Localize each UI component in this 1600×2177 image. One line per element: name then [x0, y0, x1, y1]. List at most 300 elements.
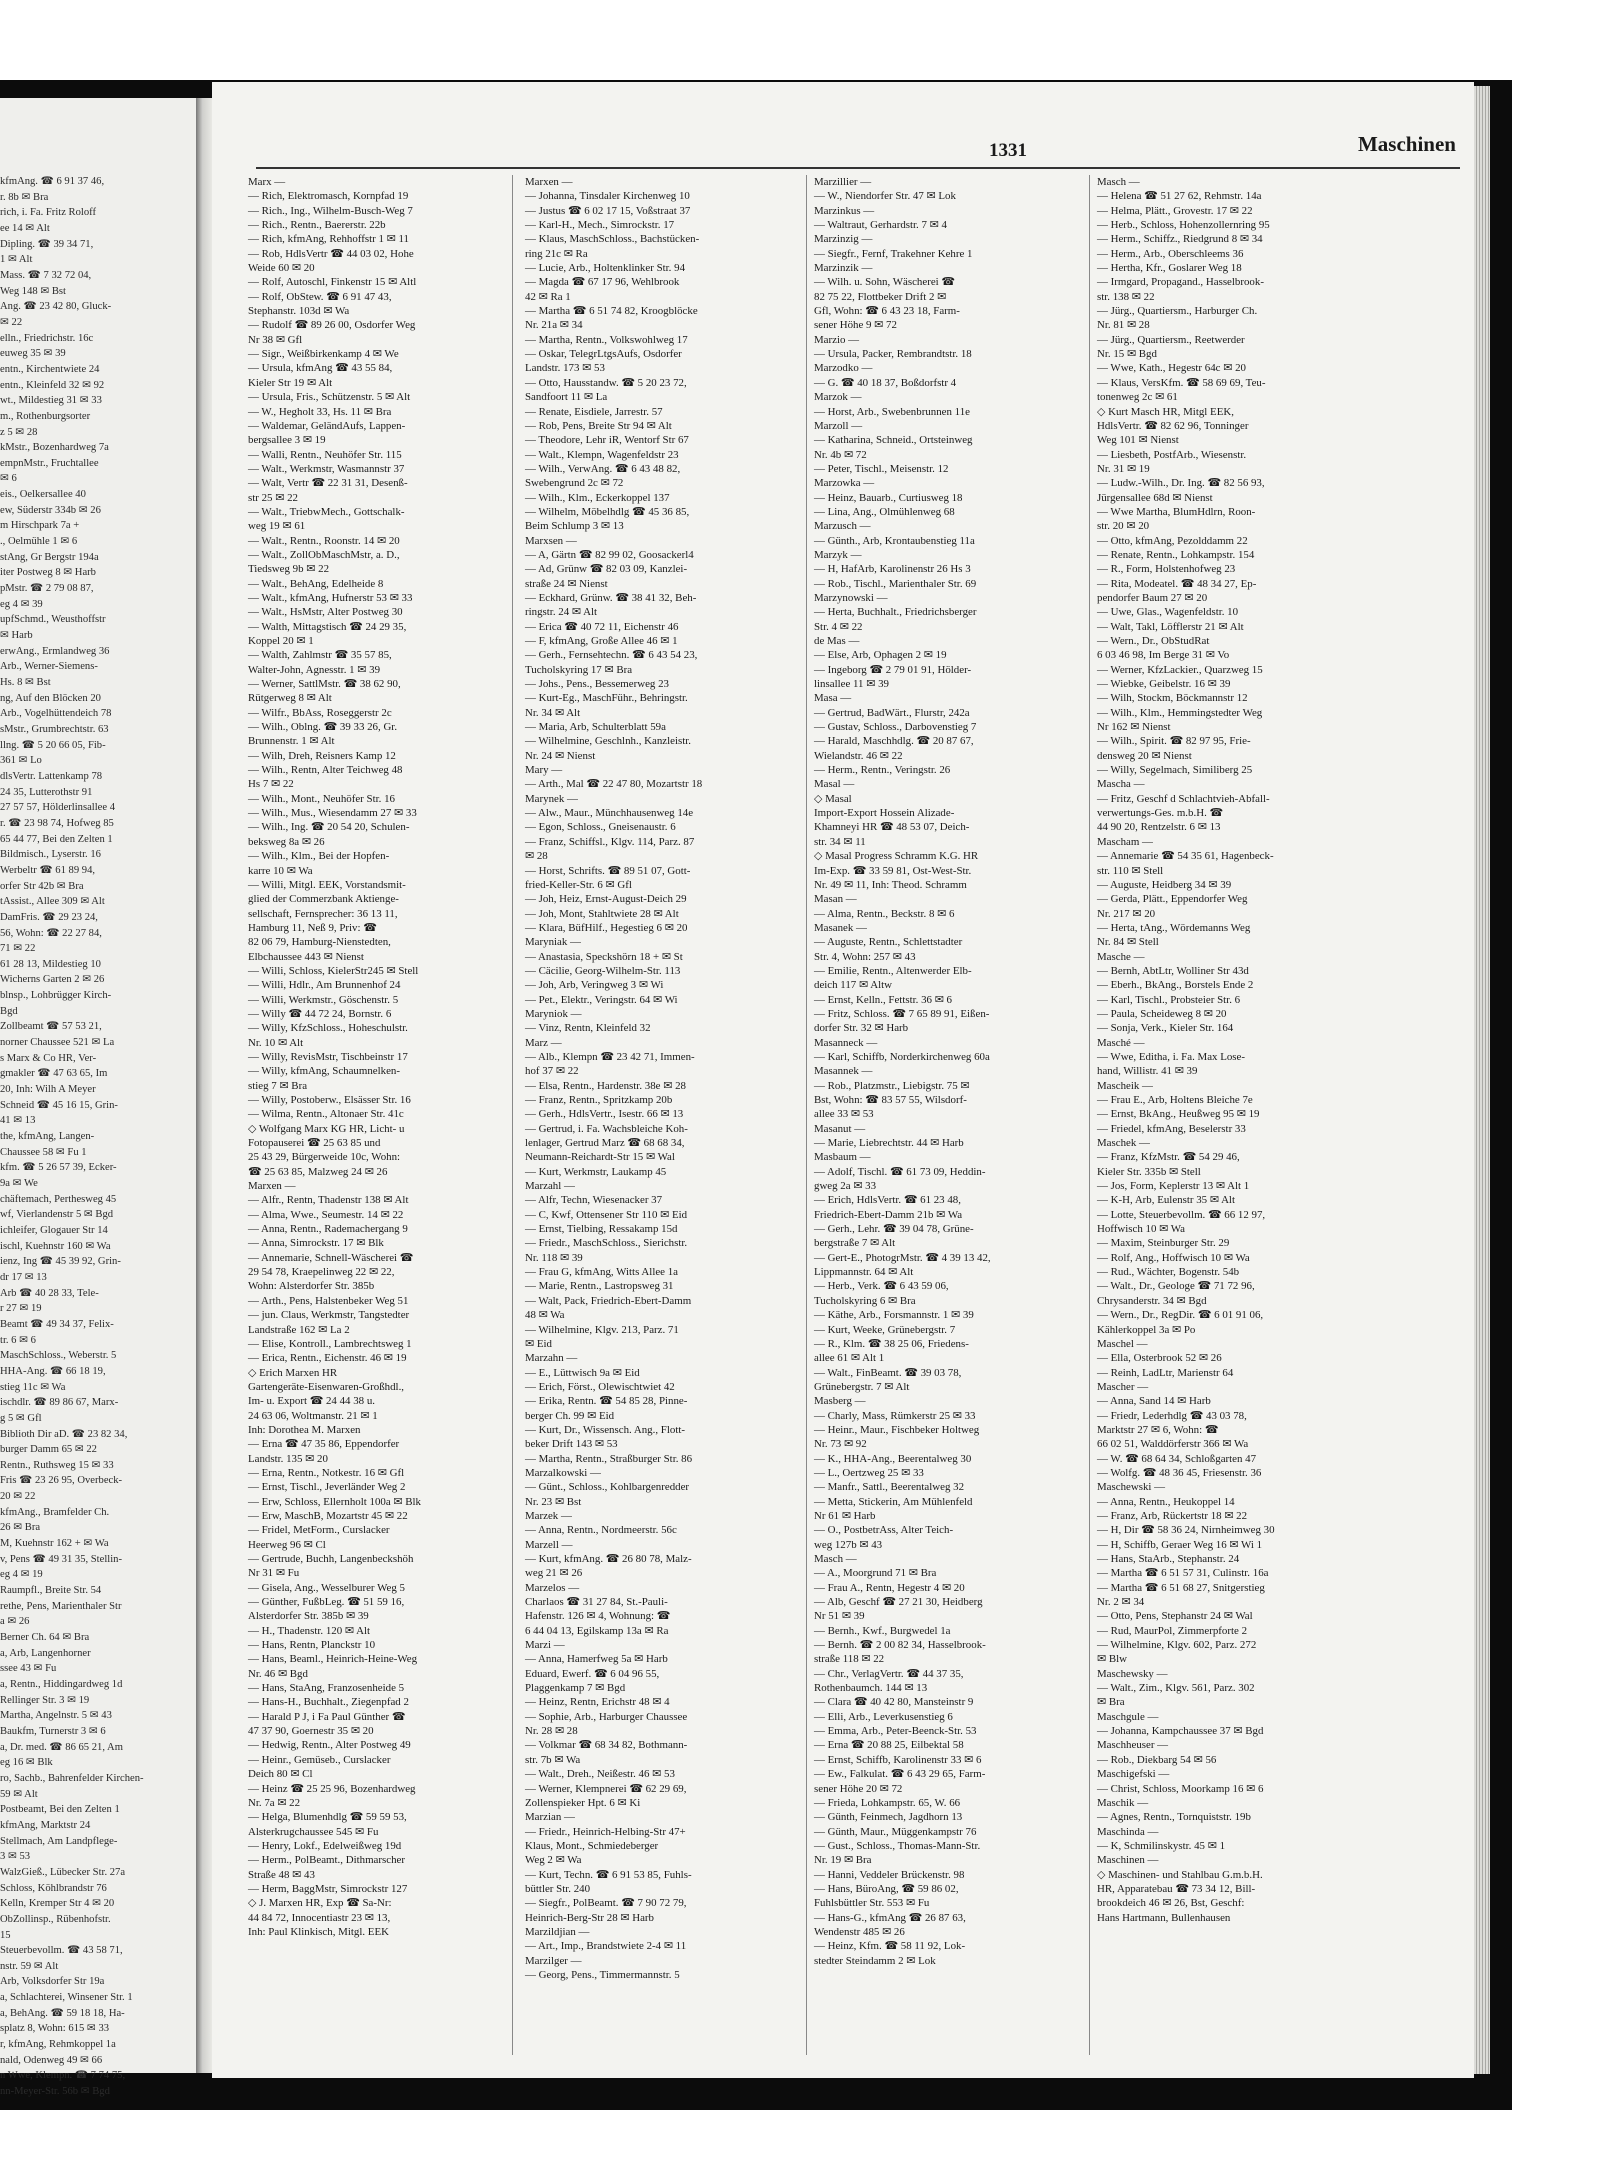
directory-line: — Kurt-Eg., MaschFühr., Behringstr. [525, 692, 688, 705]
directory-line: — Hans, StaAng, Franzosenheide 5 [248, 1682, 405, 1695]
directory-column-2 [525, 175, 780, 1982]
directory-line: — Rich, kfmAng, Rehhoffstr 1 ✉ 11 [248, 233, 409, 246]
directory-line: Nr 51 ✉ 39 [814, 1610, 865, 1623]
directory-line: — H, HafArb, Karolinenstr 26 Hs 3 [814, 563, 971, 576]
directory-line: — Siegfr., PolBeamt. ☎ 7 90 72 79, [525, 1897, 687, 1910]
directory-line: — Walt., Rentn., Roonstr. 14 ✉ 20 [248, 534, 400, 547]
directory-line: Nr. 10 ✉ Alt [248, 1036, 304, 1049]
directory-line: ◇ Wolfgang Marx KG HR, Licht- u [248, 1122, 405, 1135]
directory-line: — Vinz, Rentn, Kleinfeld 32 [525, 1022, 651, 1035]
left-page-line: eg 4 ✉ 39 [0, 598, 43, 610]
directory-line: str. 7b ✉ Wa [525, 1753, 581, 1766]
directory-line: Swebengrund 2c ✉ 72 [525, 477, 624, 490]
left-page-line: splatz 8, Wohn: 615 ✉ 33 [0, 2023, 110, 2035]
directory-line: — Erna ☎ 47 35 86, Eppendorfer [248, 1438, 400, 1451]
directory-line: büttler Str. 240 [525, 1882, 591, 1895]
directory-line: — C, Kwf, Ottensener Str 110 ✉ Eid [525, 1208, 688, 1221]
directory-line: — Ew., Falkulat. ☎ 6 43 29 65, Farm- [814, 1768, 986, 1781]
left-page-line: chäftemach, Perthesweg 45 [0, 1193, 117, 1205]
directory-line: Marynek — [525, 792, 578, 805]
directory-line: — Wilhelm, Möbelhdlg ☎ 45 36 85, [525, 505, 690, 518]
directory-line: — Karl-H., Mech., Simrockstr. 17 [525, 219, 675, 232]
directory-line: — Theodore, Lehr iR, Wentorf Str 67 [525, 434, 689, 447]
directory-line: 42 ✉ Ra 1 [525, 290, 571, 303]
directory-line: Marzinzig — [814, 233, 873, 246]
directory-line: — Gustav, Schloss., Darbovenstieg 7 [814, 721, 977, 734]
directory-line: Weg 2 ✉ Wa [525, 1854, 582, 1867]
directory-line: — Gust., Schloss., Thomas-Mann-Str. [814, 1839, 981, 1852]
directory-line: — Rob., Diekbarg 54 ✉ 56 [1097, 1753, 1217, 1766]
left-page-line: ssee 43 ✉ Fu [0, 1663, 57, 1675]
left-page-line: m Hirschpark 7a + [0, 520, 80, 532]
left-page-line: ✉ 6 [0, 473, 17, 485]
directory-line: straße 118 ✉ 22 [814, 1653, 885, 1666]
directory-line: — Fritz, Schloss. ☎ 7 65 89 91, Eißen- [814, 1007, 990, 1020]
directory-line: Nr 61 ✉ Harb [814, 1509, 876, 1522]
left-page-line: stieg 11c ✉ Wa [0, 1381, 66, 1393]
directory-line: — Erna, Rentn., Notkestr. 16 ✉ Gfl [248, 1466, 405, 1479]
directory-line: — Hedwig, Rentn., Alter Postweg 49 [248, 1739, 411, 1752]
directory-line: — Johs., Pens., Bessemerweg 23 [525, 678, 669, 691]
left-page-line: pMstr. ☎ 2 79 08 87, [0, 583, 94, 595]
directory-line: hof 37 ✉ 22 [525, 1065, 579, 1078]
directory-line: — Alfr, Techn, Wiesenacker 37 [525, 1194, 663, 1207]
directory-line: — Erich, HdlsVertr. ☎ 61 23 48, [814, 1194, 961, 1207]
directory-line: Tucholskyring 17 ✉ Bra [525, 663, 633, 676]
directory-line: Nr. 28 ✉ 28 [525, 1725, 578, 1738]
directory-line: ☎ 25 63 85, Malzweg 24 ✉ 26 [248, 1165, 388, 1178]
directory-line: Heerweg 96 ✉ Cl [248, 1538, 326, 1551]
directory-line: — Jürg., Quartiersm., Reetwerder [1097, 333, 1245, 346]
left-page-line: entn., Kleinfeld 32 ✉ 92 [0, 379, 105, 391]
directory-line: Mary — [525, 764, 563, 777]
directory-line: ◇ Masal [814, 792, 852, 805]
directory-line: hand, Willistr. 41 ✉ 39 [1097, 1065, 1198, 1078]
directory-line: — Walli, Rentn., Neuhöfer Str. 115 [248, 448, 402, 461]
directory-line: — Harald P J, i Fa Paul Günther ☎ [248, 1710, 406, 1723]
directory-line: — Walt., kfmAng, Hufnerstr 53 ✉ 33 [248, 591, 413, 604]
left-page-line: Stellmach, Am Landpflege- [0, 1835, 118, 1847]
directory-line: Marzynowski — [814, 591, 888, 604]
left-page-line: 71 ✉ 22 [0, 943, 36, 955]
directory-line: — Erich, Först., Olewischtwiet 42 [525, 1380, 675, 1393]
directory-line: HR, Apparatebau ☎ 73 34 12, Bill- [1097, 1882, 1256, 1895]
directory-line: — Willi, Schloss, KielerStr245 ✉ Stell [248, 964, 419, 977]
directory-line: Nr. 31 ✉ 19 [1097, 462, 1150, 475]
directory-line: Inh: Paul Klinkisch, Mitgl. EEK [248, 1925, 389, 1938]
directory-line: Im- u. Export ☎ 24 44 38 u. [248, 1395, 375, 1408]
directory-line: — Erika, Rentn. ☎ 54 85 28, Pinne- [525, 1395, 688, 1408]
directory-line: weg 127b ✉ 43 [814, 1538, 883, 1551]
directory-line: — Willy, Segelmach, Similiberg 25 [1097, 764, 1253, 777]
left-page-line: kfm. ☎ 5 26 57 39, Ecker- [0, 1162, 117, 1174]
directory-line: — Ernst, Tielbing, Ressakamp 15d [525, 1223, 678, 1236]
left-page-line: HHA-Ang. ☎ 66 18 19, [0, 1365, 106, 1377]
directory-line: — Heinz ☎ 25 25 96, Bozenhardweg [248, 1782, 416, 1795]
left-page-line: dr 17 ✉ 13 [0, 1271, 47, 1283]
directory-line: — Frau A., Rentn, Hegestr 4 ✉ 20 [814, 1581, 965, 1594]
directory-line: — Walt., Werkmstr, Wasmannstr 37 [248, 462, 405, 475]
directory-line: — R., Klm. ☎ 38 25 06, Friedens- [814, 1337, 969, 1350]
directory-line: — Alb, Geschf ☎ 27 21 30, Heidberg [814, 1596, 983, 1609]
directory-line: — Herta, Buchhalt., Friedrichsberger [814, 606, 977, 619]
left-page-line: Raumpfl., Breite Str. 54 [0, 1585, 102, 1597]
directory-line: — Magda ☎ 67 17 96, Wehlbrook [525, 276, 680, 289]
directory-line: — Egon, Schloss., Gneisenaustr. 6 [525, 821, 676, 834]
left-page [0, 98, 196, 2098]
directory-line: — Walt., HsMstr, Alter Postweg 30 [248, 606, 403, 619]
left-page-line: WalzGieß., Lübecker Str. 27a [0, 1866, 126, 1878]
left-page-line: nn-Meyer-Str. 56b ✉ Bgd [0, 2086, 110, 2098]
directory-line: — Emma, Arb., Peter-Beenck-Str. 53 [814, 1725, 977, 1738]
directory-line: — jun. Claus, Werkmstr, Tangstedter [248, 1309, 410, 1322]
directory-line: beksweg 8a ✉ 26 [248, 835, 325, 848]
directory-line: — Wilhelmine, Klgv. 213, Parz. 71 [525, 1323, 679, 1336]
directory-line: — Otto, kfmAng, Pezolddamm 22 [1097, 534, 1248, 547]
left-page-line: ng, Auf den Blöcken 20 [0, 692, 101, 704]
directory-line: — Rich., Ing., Wilhelm-Busch-Weg 7 [248, 204, 413, 217]
left-page-line: n Wwe, Klempn. ☎ 7 74 75, [0, 2070, 126, 2082]
directory-line: — Gert-E., PhotogrMstr. ☎ 4 39 13 42, [814, 1251, 991, 1264]
directory-line: — Wilh., Klm., Hemmingstedter Weg [1097, 706, 1263, 719]
directory-line: allee 33 ✉ 53 [814, 1108, 874, 1121]
directory-line: Masan — [814, 893, 857, 906]
directory-line: — Heinz, Bauarb., Curtiusweg 18 [814, 491, 963, 504]
directory-line: — Karl, Schiffb, Norderkirchenweg 60a [814, 1050, 990, 1063]
directory-line: beker Drift 143 ✉ 53 [525, 1438, 618, 1451]
directory-line: — Frieda, Lohkampstr. 65, W. 66 [814, 1796, 961, 1809]
directory-line: — K, Schmilinskystr. 45 ✉ 1 [1097, 1839, 1226, 1852]
directory-line: — Ernst, Tischl., Jeverländer Weg 2 [248, 1481, 406, 1494]
left-page-line: 9a ✉ We [0, 1178, 38, 1189]
directory-line: — K-H, Arb, Eulenstr 35 ✉ Alt [1097, 1194, 1235, 1207]
directory-line: — Günth, Maur., Müggenkampstr 76 [814, 1825, 977, 1838]
directory-line: — Kurt, Techn. ☎ 6 91 53 85, Fuhls- [525, 1868, 692, 1881]
left-page-text [0, 174, 186, 2100]
directory-line: — Rob, Pens, Breite Str 94 ✉ Alt [525, 419, 672, 432]
directory-line: Plaggenkamp 7 ✉ Bgd [525, 1682, 626, 1695]
left-page-line: 1 ✉ Alt [0, 254, 33, 266]
directory-line: Masch — [814, 1553, 857, 1565]
directory-line: — Maria, Arb, Schulterblatt 59a [525, 721, 666, 734]
directory-line: Brunnenstr. 1 ✉ Alt [248, 735, 335, 748]
column-divider [806, 175, 807, 2055]
directory-line: — Werner, KfzLackier., Quarzweg 15 [1097, 663, 1263, 676]
directory-line: — Hans, Rentn, Planckstr 10 [248, 1639, 376, 1652]
directory-line: — Sonja, Verk., Kieler Str. 164 [1097, 1022, 1234, 1035]
directory-line: — Elli, Arb., Leverkusenstieg 6 [814, 1710, 953, 1723]
directory-line: — Franz, Schiffsl., Klgv. 114, Parz. 87 [525, 835, 695, 848]
directory-line: — W., Hegholt 33, Hs. 11 ✉ Bra [248, 405, 392, 418]
directory-line: — Hertha, Kfr., Goslarer Weg 18 [1097, 262, 1242, 275]
directory-line: Nr. 23 ✉ Bst [525, 1495, 582, 1508]
left-page-line: gmakler ☎ 47 63 65, Im [0, 1068, 108, 1080]
directory-line: — Marie, Liebrechtstr. 44 ✉ Harb [814, 1137, 964, 1150]
directory-line: — Lucie, Arb., Holtenklinker Str. 94 [525, 262, 686, 275]
directory-line: Maschewsky — [1097, 1667, 1168, 1680]
directory-line: linsallee 11 ✉ 39 [814, 678, 889, 691]
directory-line: — Frau G, kfmAng, Witts Allee 1a [525, 1266, 679, 1279]
directory-line: Marzowka — [814, 477, 875, 490]
directory-line: — Annemarie ☎ 54 35 61, Hagenbeck- [1097, 850, 1274, 863]
directory-line: — Günth., Arb, Krontaubenstieg 11a [814, 534, 975, 547]
left-page-line: Chaussee 58 ✉ Fu 1 [0, 1146, 87, 1158]
directory-line: — Else, Arb, Ophagen 2 ✉ 19 [814, 649, 947, 662]
column-divider [1089, 175, 1090, 2055]
directory-line: — Adolf, Tischl. ☎ 61 73 09, Heddin- [814, 1165, 986, 1178]
left-page-line: 65 44 77, Bei den Zelten 1 [0, 833, 113, 845]
directory-line: Marzelos — [525, 1581, 580, 1594]
left-page-line: M, Kuehnstr 162 + ✉ Wa [0, 1538, 109, 1550]
directory-line: — Franz, Rentn., Spritzkamp 20b [525, 1094, 673, 1106]
directory-line: — Helena ☎ 51 27 62, Rehmstr. 14a [1097, 190, 1262, 203]
left-page-line: rethe, Pens, Marienthaler Str [0, 1600, 122, 1612]
directory-line: — Pet., Elektr., Veringstr. 64 ✉ Wi [525, 993, 678, 1006]
directory-line: Maschigefski — [1097, 1768, 1170, 1781]
directory-line: — Ernst, BkAng., Heußweg 95 ✉ 19 [1097, 1108, 1260, 1121]
directory-line: Jürgensallee 68d ✉ Nienst [1097, 491, 1213, 504]
directory-line: — Horst, Arb., Swebenbrunnen 11e [814, 405, 970, 418]
left-page-line: DamFris. ☎ 29 23 24, [0, 911, 98, 923]
directory-line: Maschinen — [1097, 1854, 1159, 1867]
left-page-line: 361 ✉ Lo [0, 755, 42, 767]
directory-line: — Wilh., VerwAng. ☎ 6 43 48 82, [525, 462, 681, 475]
left-page-line: 3 ✉ 53 [0, 1851, 31, 1863]
directory-line: Weide 60 ✉ 20 [248, 262, 315, 275]
left-page-line: Hs. 8 ✉ Bst [0, 677, 51, 688]
directory-line: ✉ Blw [1097, 1653, 1128, 1666]
directory-line: Landstraße 162 ✉ La 2 [248, 1323, 350, 1336]
directory-line: ✉ 28 [525, 850, 548, 863]
left-page-line: Baukfm, Turnerstr 3 ✉ 6 [0, 1725, 106, 1737]
left-page-line: the, kfmAng, Langen- [0, 1131, 95, 1143]
directory-line: — Helma, Plätt., Grovestr. 17 ✉ 22 [1097, 204, 1253, 217]
directory-line: — Rolf, Ang., Hoffwisch 10 ✉ Wa [1097, 1251, 1250, 1264]
directory-line: — Walt, Takl, Löfflerstr 21 ✉ Alt [1097, 620, 1244, 633]
directory-line: — Oskar, TelegrLtgsAufs, Osdorfer [525, 348, 682, 361]
left-page-line: wt., Mildestieg 31 ✉ 33 [0, 395, 102, 407]
directory-line: Beim Schlump 3 ✉ 13 [525, 520, 624, 533]
directory-line: — Heinz, Rentn, Erichstr 48 ✉ 4 [525, 1696, 670, 1709]
directory-line: weg 19 ✉ 61 [248, 520, 306, 533]
directory-line: — Herm., PolBeamt., Dithmarscher [248, 1854, 405, 1867]
directory-line: — Rob, HdlsVertr ☎ 44 03 02, Hohe [248, 247, 414, 260]
directory-line: Hafenstr. 126 ✉ 4, Wohnung: ☎ [525, 1610, 671, 1623]
directory-line: 47 37 90, Goernestr 35 ✉ 20 [248, 1725, 374, 1738]
directory-line: — H, Dir ☎ 58 36 24, Nirnheimweg 30 [1097, 1524, 1275, 1537]
directory-line: brookdeich 46 ✉ 26, Bst, Geschf: [1097, 1897, 1245, 1910]
directory-line: — Ludw.-Wilh., Dr. Ing. ☎ 82 56 93, [1097, 477, 1265, 490]
directory-line: — Herb., Verk. ☎ 6 43 59 06, [814, 1280, 949, 1293]
left-page-line: kfmAng, Marktstr 24 [0, 1819, 91, 1831]
directory-line: — Gertrude, Buchh, Langenbeckshöh [248, 1553, 414, 1565]
directory-line: — Frau E., Arb, Holtens Bleiche 7e [1097, 1094, 1253, 1106]
directory-line: — Martha ☎ 6 51 74 82, Kroogblöcke [525, 305, 698, 318]
directory-line: — G. ☎ 40 18 37, Boßdorfstr 4 [814, 376, 957, 389]
directory-line: — Kurt, Weeke, Grünebergstr. 7 [814, 1323, 956, 1336]
directory-line: Masche — [1097, 950, 1145, 963]
left-page-line: orfer Str 42b ✉ Bra [0, 880, 84, 892]
directory-line: Straße 48 ✉ 43 [248, 1868, 315, 1881]
directory-line: — Walt., Dreh., Neißestr. 46 ✉ 53 [525, 1768, 675, 1781]
directory-line: — Wilh, Stockm, Böckmannstr 12 [1097, 692, 1248, 705]
directory-line: — Friedel, kfmAng, Beselerstr 33 [1097, 1122, 1246, 1135]
directory-line: — Ursula, kfmAng ☎ 43 55 84, [248, 362, 393, 375]
directory-line: Marzyk — [814, 548, 862, 561]
directory-line: — Erica ☎ 40 72 11, Eichenstr 46 [525, 620, 679, 633]
header-rule [256, 167, 1460, 169]
directory-line: — Lina, Ang., Olmühlenweg 68 [814, 505, 955, 518]
directory-line: — Erw, MaschB, Mozartstr 45 ✉ 22 [248, 1509, 408, 1522]
directory-line: Khamneyi HR ☎ 48 53 07, Deich- [814, 821, 970, 834]
left-page-line: blnsp., Lohbrügger Kirch- [0, 990, 112, 1002]
directory-line: — Hans, BüroAng, ☎ 59 86 02, [814, 1882, 959, 1895]
directory-line: — Klaus, MaschSchloss., Bachstücken- [525, 233, 700, 246]
directory-line: Marzusch — [814, 520, 871, 533]
left-page-line: Rentn., Ruthsweg 15 ✉ 33 [0, 1459, 114, 1471]
directory-line: — Wern., Dr., ObStudRat [1097, 635, 1210, 647]
directory-line: — Erica, Rentn., Eichenstr. 46 ✉ 19 [248, 1352, 407, 1365]
left-page-line: ro, Sachb., Bahrenfelder Kirchen- [0, 1772, 144, 1784]
directory-line: — Volkmar ☎ 68 34 82, Bothmann- [525, 1739, 688, 1752]
directory-line: Marxen — [525, 176, 573, 188]
directory-line: — H, Schiffb, Geraer Weg 16 ✉ Wi 1 [1097, 1538, 1263, 1551]
directory-line: — Katharina, Schneid., Ortsteinweg [814, 434, 973, 447]
directory-line: Marzalkowski — [525, 1466, 601, 1479]
left-page-line: entn., Kirchentwiete 24 [0, 363, 100, 375]
directory-line: — Franz, Arb, Rückertstr 18 ✉ 22 [1097, 1509, 1248, 1522]
directory-line: — Martha, Rentn., Volkswohlweg 17 [525, 333, 688, 346]
directory-line: Heinrich-Berg-Str 28 ✉ Harb [525, 1911, 654, 1924]
directory-line: — Otto, Hausstandw. ☎ 5 20 23 72, [525, 376, 687, 389]
directory-line: Friedrich-Ebert-Damm 21b ✉ Wa [814, 1208, 963, 1221]
directory-line: — Eckhard, Grünw. ☎ 38 41 32, Beh- [525, 591, 697, 604]
directory-line: — Wilh., Mus., Wiesendamm 27 ✉ 33 [248, 807, 417, 820]
directory-line: str. 138 ✉ 22 [1097, 290, 1155, 303]
directory-line: Nr. 73 ✉ 92 [814, 1438, 867, 1451]
directory-line: — Hans-G., kfmAng ☎ 26 87 63, [814, 1911, 966, 1924]
directory-line: Wohn: Alsterdorfer Str. 385b [248, 1280, 375, 1293]
directory-line: stedter Steindamm 2 ✉ Lok [814, 1954, 936, 1967]
directory-line: Str. 4, Wohn: 257 ✉ 43 [814, 950, 916, 963]
directory-line: 6 44 04 13, Egilskamp 13a ✉ Ra [525, 1624, 669, 1637]
directory-line: — Joh, Heiz, Ernst-August-Deich 29 [525, 893, 687, 906]
directory-line: Nr. 84 ✉ Stell [1097, 936, 1159, 949]
directory-line: — Erna ☎ 20 88 25, Eilbektal 58 [814, 1739, 964, 1752]
left-page-line: r. 8b ✉ Bra [0, 191, 49, 203]
directory-line: 82 75 22, Flottbeker Drift 2 ✉ [814, 290, 947, 303]
directory-line: Masanneck — [814, 1036, 878, 1049]
directory-line: — Uwe, Glas., Wagenfeldstr. 10 [1097, 606, 1239, 619]
directory-line: — Waltraut, Gerhardstr. 7 ✉ 4 [814, 219, 947, 232]
directory-line: — Lotte, Steuerbevollm. ☎ 66 12 97, [1097, 1208, 1266, 1221]
left-page-line: ee 14 ✉ Alt [0, 222, 50, 234]
directory-line: Nr. 4b ✉ 72 [814, 448, 867, 461]
directory-line: — Christ, Schloss, Moorkamp 16 ✉ 6 [1097, 1782, 1264, 1795]
directory-line: — Cäcilie, Georg-Wilhelm-Str. 113 [525, 964, 681, 977]
left-page-line: g 5 ✉ Gfl [0, 1412, 42, 1424]
left-page-line: ✉ 22 [0, 316, 23, 328]
left-page-line: r 27 ✉ 19 [0, 1303, 42, 1315]
left-page-line: Schloss, Köhlbrandstr 76 [0, 1882, 107, 1894]
directory-line: Nr 162 ✉ Nienst [1097, 721, 1171, 734]
directory-line: — Martha, Rentn., Straßburger Str. 86 [525, 1452, 693, 1465]
directory-line: — Joh, Mont, Stahltwiete 28 ✉ Alt [525, 907, 679, 920]
directory-line: — Anna, Rentn., Nordmeerstr. 56c [525, 1524, 677, 1537]
directory-line: — Wwe, Editha, i. Fa. Max Lose- [1097, 1050, 1246, 1063]
directory-line: glied der Commerzbank Aktienge- [248, 893, 399, 906]
directory-line: gweg 2a ✉ 33 [814, 1180, 877, 1193]
directory-line: — Alb., Klempn ☎ 23 42 71, Immen- [525, 1050, 695, 1063]
left-page-line: Schneid ☎ 45 16 15, Grin- [0, 1099, 118, 1111]
directory-line: — Wilh., Spirit. ☎ 82 97 95, Frie- [1097, 735, 1251, 748]
directory-line: sener Höhe 9 ✉ 72 [814, 319, 897, 332]
directory-line: ringstr. 24 ✉ Alt [525, 606, 598, 619]
directory-line: — Walt, Pack, Friedrich-Ebert-Damm [525, 1294, 692, 1307]
directory-line: Tiedsweg 9b ✉ 22 [248, 563, 330, 576]
directory-line: — Rudolf ☎ 89 26 00, Osdorfer Weg [248, 319, 416, 332]
directory-line: Marz — [525, 1036, 562, 1049]
directory-line: Mascham — [1097, 835, 1153, 848]
directory-line: — Walt., TriebwMech., Gottschalk- [248, 505, 405, 518]
left-page-line: sMstr., Grumbrechtstr. 63 [0, 723, 109, 735]
left-page-line: 15 [0, 1929, 11, 1941]
directory-line: Gfl, Wohn: ☎ 6 43 23 18, Farm- [814, 305, 960, 318]
running-head: Maschinen [1357, 132, 1456, 156]
directory-line: — Peter, Tischl., Meisenstr. 12 [814, 462, 949, 475]
directory-line: Masch — [1097, 176, 1140, 188]
directory-line: — Heinr., Maur., Fischbeker Holtweg [814, 1423, 980, 1436]
directory-line: — Günth, Feinmech, Jagdhorn 13 [814, 1811, 963, 1824]
page-number: 1331 [989, 140, 1027, 161]
directory-line: — Herm., Rentn., Veringstr. 26 [814, 764, 951, 777]
directory-line: Mascher — [1097, 1380, 1149, 1393]
directory-line: — Georg, Pens., Timmermannstr. 5 [525, 1968, 680, 1981]
directory-line: bergstraße 7 ✉ Alt [814, 1237, 896, 1250]
directory-line: — Wwe, Kath., Hegestr 64c ✉ 20 [1097, 362, 1246, 375]
directory-line: 44 84 72, Innocentiastr 23 ✉ 13, [248, 1911, 391, 1924]
directory-line: Nr. 46 ✉ Bgd [248, 1667, 308, 1680]
left-page-line: tr. 6 ✉ 6 [0, 1334, 36, 1346]
directory-line: Inh: Dorothea M. Marxen [248, 1423, 361, 1436]
directory-line: — Charly, Mass, Rümkerstr 25 ✉ 33 [814, 1409, 976, 1422]
directory-line: Marzi — [525, 1639, 565, 1652]
left-page-line: Beamt ☎ 49 34 37, Felix- [0, 1318, 114, 1330]
directory-line: — Klaus, VersKfm. ☎ 58 69 69, Teu- [1097, 376, 1266, 389]
directory-line: — Heinr., Gemüseb., Curslacker [248, 1753, 391, 1766]
directory-line: Stephanstr. 103d ✉ Wa [248, 305, 350, 318]
directory-line: — Eberh., BkAng., Borstels Ende 2 [1097, 979, 1254, 992]
directory-line: Nr. 49 ✉ 11, Inh: Theod. Schramm [814, 878, 967, 891]
directory-line: — Gerh., Lehr. ☎ 39 04 78, Grüne- [814, 1223, 974, 1236]
left-page-line: Martha, Angelnstr. 5 ✉ 43 [0, 1710, 112, 1722]
directory-line: Landstr. 135 ✉ 20 [248, 1452, 328, 1465]
directory-line: — Werner, Klempnerei ☎ 62 29 69, [525, 1782, 687, 1795]
directory-line: — Paula, Scheideweg 8 ✉ 20 [1097, 1007, 1227, 1020]
directory-line: — Klara, BüfHilf., Hegestieg 6 ✉ 20 [525, 921, 688, 934]
directory-line: Marxsen — [525, 534, 577, 547]
left-page-line: ObZollinsp., Rübenhofstr. [0, 1913, 111, 1925]
book-gutter [196, 98, 212, 2073]
column-divider [512, 175, 513, 2055]
directory-line: densweg 20 ✉ Nienst [1097, 749, 1192, 762]
left-page-line: Arb., Vogelhüttendeich 78 [0, 708, 112, 720]
directory-line: Hs 7 ✉ 22 [248, 778, 294, 791]
left-page-line: Postbeamt, Bei den Zelten 1 [0, 1804, 120, 1816]
directory-line: — K., HHA-Ang., Beerentalweg 30 [814, 1452, 972, 1465]
directory-line: — Anna, Rentn., Rademachergang 9 [248, 1223, 408, 1236]
left-page-line: z 5 ✉ 28 [0, 426, 38, 438]
